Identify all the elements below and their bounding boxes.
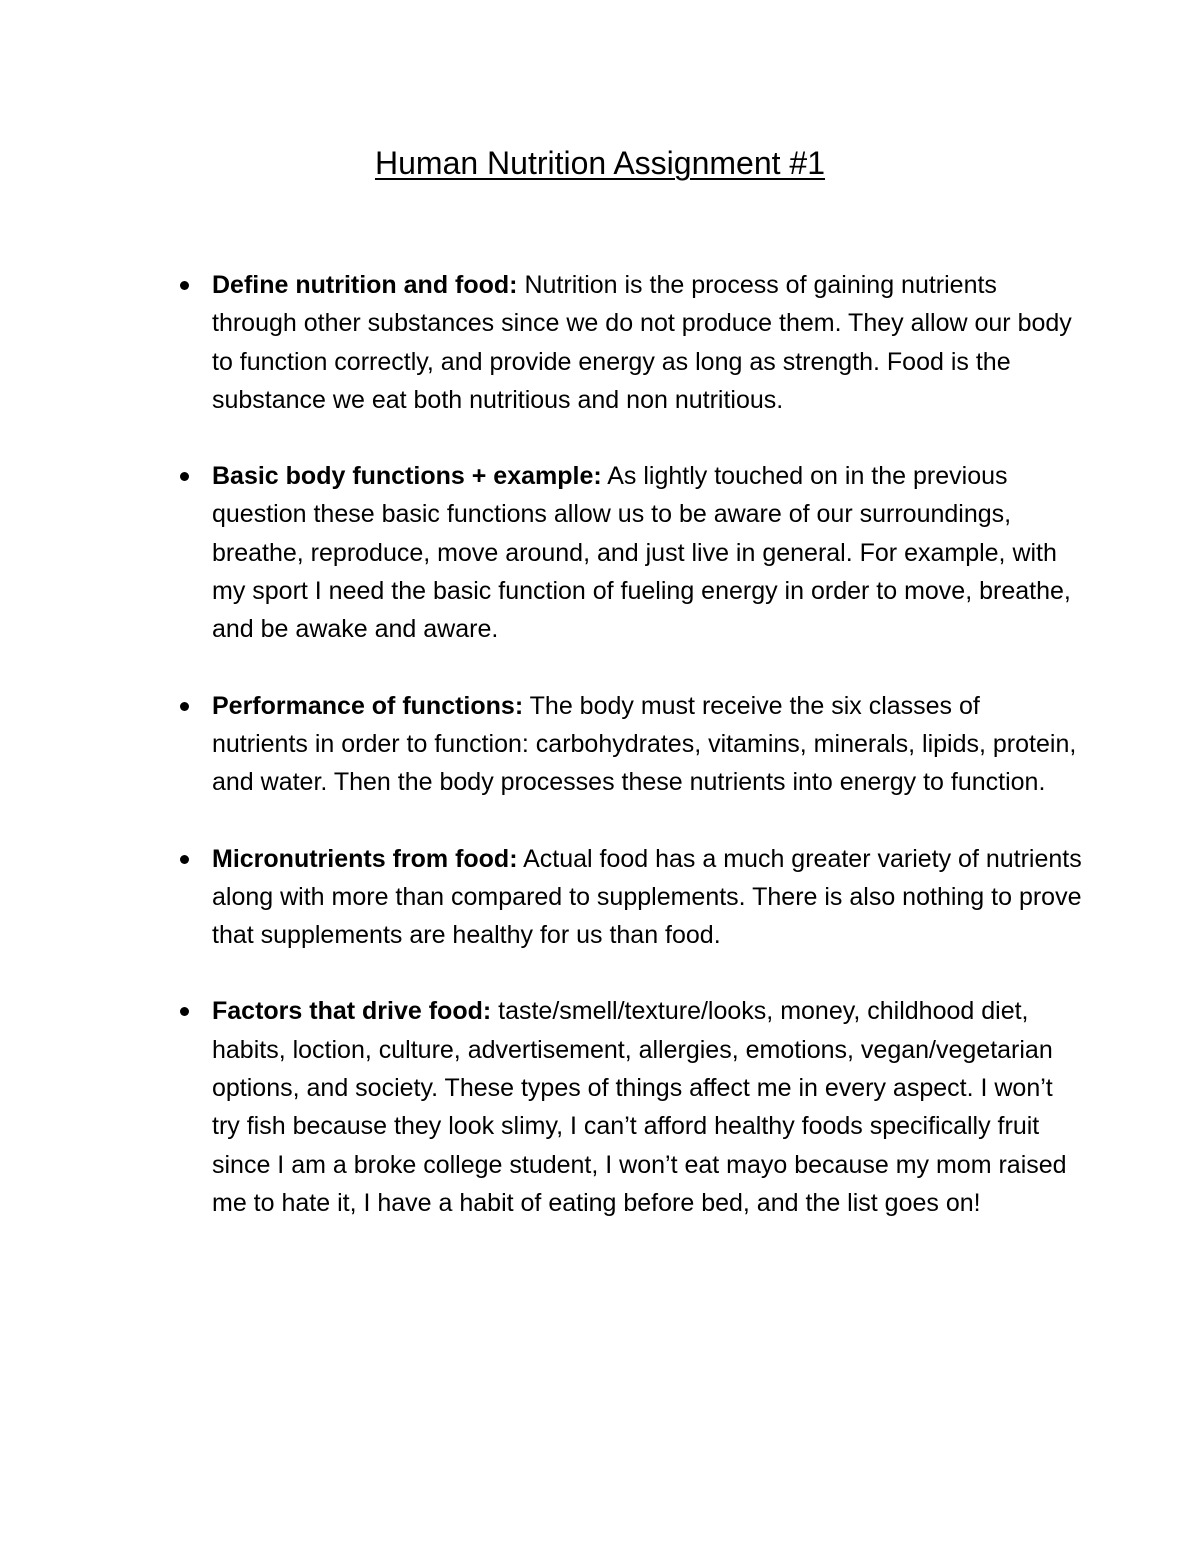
list-item-define-nutrition: [212, 266, 1082, 419]
bullet-icon: [180, 855, 189, 864]
list-item-basic-body-functions: [212, 457, 1082, 648]
bullet-list: [212, 266, 1082, 1260]
item-text: The body must receive the six classes of nutrients in order to function: carbohydrates, vitamins, minerals, lipids, protein, and water. Then the body processes these nutrients into energy to function.: [212, 691, 1077, 797]
bullet-icon: [180, 472, 189, 481]
item-text: Actual food has a much greater variety of nutrients along with more than compared to supplements. There is also nothing to prove that supplements are healthy for us than food.: [212, 844, 1082, 950]
item-text: Nutrition is the process of gaining nutrients through other substances since we do not produce them. They allow our body to function correctly, and provide energy as long as strength. Food is the substance we eat both nutritious and non nutritious.: [212, 271, 1072, 414]
item-heading: Factors that drive food:: [212, 997, 492, 1026]
item-heading: Define nutrition and food:: [212, 271, 518, 299]
item-heading: Basic body functions + example:: [212, 462, 602, 491]
bullet-icon: [180, 281, 189, 290]
list-item-micronutrients: [212, 840, 1082, 955]
page-title: Human Nutrition Assignment #1: [375, 145, 825, 181]
item-text: taste/smell/texture/looks, money, childhood diet, habits, loction, culture, advertisement, allergies, emotions, vegan/vegetarian options, and society. These types of things affect me in every aspect. I won’t try fish because they look slimy, I can’t afford healthy foods specifically fruit since I am a broke college student, I won’t eat mayo because my mom raised me to hate it, I have a habit of eating before bed, and the list goes on!: [212, 997, 1067, 1217]
list-item-factors-that-drive-food: [212, 992, 1082, 1222]
item-heading: Micronutrients from food:: [212, 844, 518, 873]
bullet-icon: [180, 1007, 189, 1016]
list-item-performance-of-functions: [212, 687, 1082, 802]
item-heading: Performance of functions:: [212, 691, 524, 720]
item-text: As lightly touched on in the previous question these basic functions allow us to be aware of our surroundings, breathe, reproduce, move around, and just live in general. For example, with my sport I need the basic function of fueling energy in order to move, breathe, and be awake and aware.: [212, 462, 1071, 644]
bullet-icon: [180, 702, 189, 711]
